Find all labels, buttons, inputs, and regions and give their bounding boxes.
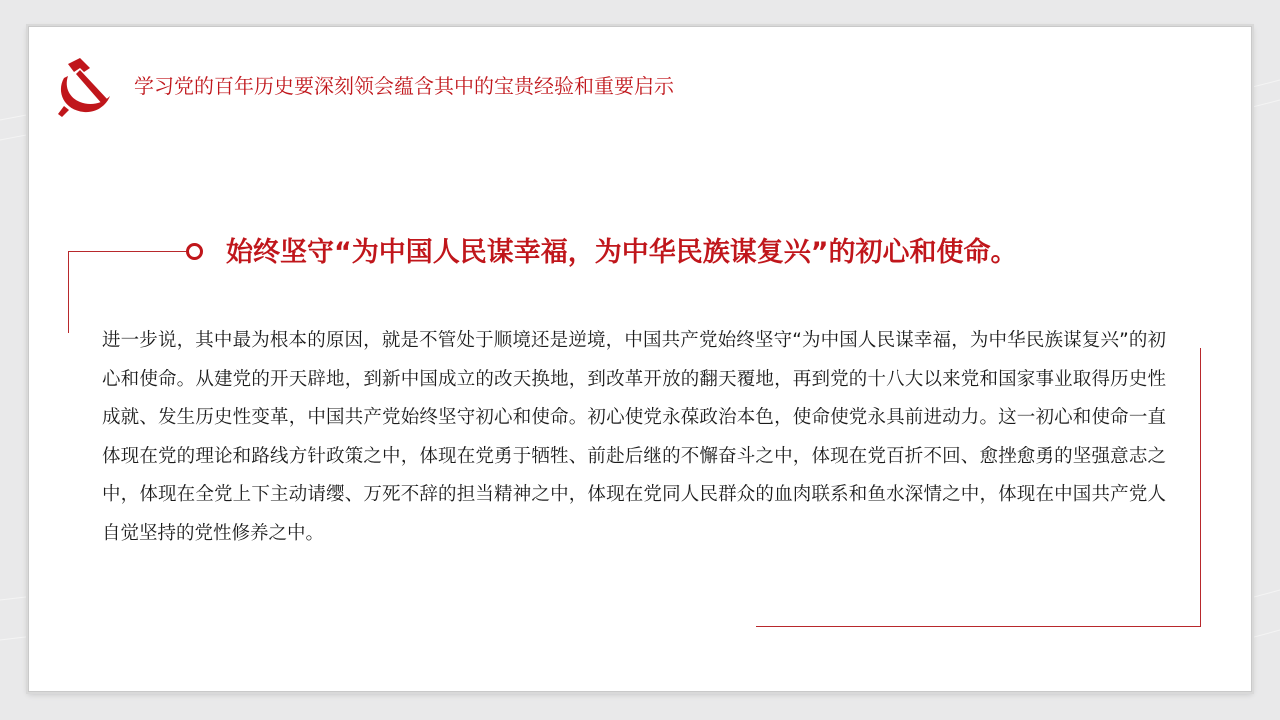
hammer-and-sickle-icon bbox=[50, 54, 116, 120]
section-heading: 始终坚守“为中国人民谋幸福，为中华民族谋复兴”的初心和使命。 bbox=[226, 237, 1018, 268]
decorative-line-right-horizontal bbox=[756, 626, 1201, 627]
decorative-line-right-vertical bbox=[1200, 348, 1201, 626]
decorative-line-left-vertical bbox=[68, 251, 69, 333]
body-paragraph: 进一步说，其中最为根本的原因，就是不管处于顺境还是逆境，中国共产党始终坚守“为中国人民谋幸福，为中华民族谋复兴”的初心和使命。从建党的开天辟地，到新中国成立的改天换地，到改革开放的翻天覆地，再到党的十八大以来党和国家事业取得历史性成就、发生历史性变革，中国共产党始终坚守初心和使命。初心使党永葆政治本色，使命使党永具前进动力。这一初心和使命一直体现在党的理论和路线方针政策之中，体现在党勇于牺牲、前赴后继的不懈奋斗之中，体现在党百折不回、愈挫愈勇的坚强意志之中，体现在全党上下主动请缨、万死不辞的担当精神之中，体现在党同人民群众的血肉联系和鱼水深情之中，体现在中国共产党人自觉坚持的党性修养之中。 bbox=[102, 330, 1166, 544]
ring-bullet-icon bbox=[186, 243, 203, 260]
page-title: 学习党的百年历史要深刻领会蕴含其中的宝贵经验和重要启示 bbox=[134, 74, 674, 98]
decorative-line-left-horizontal bbox=[68, 251, 186, 252]
